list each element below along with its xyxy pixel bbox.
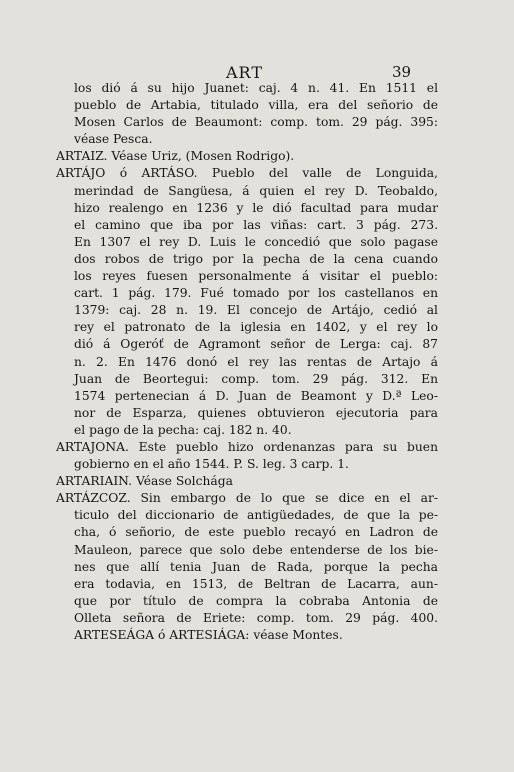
text-line: gobierno en el año 1544. P. S. leg. 3 carp. 1. (74, 457, 349, 472)
page-number: 39 (392, 63, 412, 81)
text-line: véase Pesca. (74, 132, 153, 147)
text-line: 1574 pertenecian á D. Juan de Beamont y D.ª Leo- (74, 388, 438, 403)
text-line: el camino que iba por las viñas: cart. 3 pág. 273. (74, 217, 438, 232)
text-line: nor de Esparza, quienes obtuvieron ejecutoria para (74, 405, 438, 420)
text-line: cha, ó señorio, de este pueblo recayó en Ladron de (74, 525, 438, 540)
text-line: los dió á su hijo Juanet: caj. 4 n. 41. En 1511 el (74, 81, 438, 95)
text-line: cart. 1 pág. 179. Fué tomado por los castellanos en (74, 286, 438, 301)
text-line: Juan de Beortegui: comp. tom. 29 pág. 312. En (74, 371, 438, 386)
text-line: Mosen Carlos de Beaumont: comp. tom. 29 pág. 395: (74, 115, 438, 130)
entry-artariain: ARTARIAIN. Véase Solchága (56, 474, 233, 489)
text-line: rey el patronato de la iglesia en 1402, y el rey lo (74, 320, 438, 335)
body-text (56, 80, 438, 644)
text-line: ticulo del diccionario de antigüedades, de que la pe- (74, 508, 438, 523)
text-line: dos robos de trigo por la pecha de la cena cuando (74, 251, 438, 266)
text-line: dió á Ogeróť de Agramont señor de Lerga: caj. 87 (74, 337, 438, 352)
text-line: los reyes fuesen personalmente á visitar el pueblo: (74, 269, 438, 284)
entry-arteseaga: ARTESEÁGA ó ARTESIÁGA: véase Montes. (74, 628, 343, 642)
text-line: era todavia, en 1513, de Beltran de Lacarra, aun- (74, 576, 438, 591)
text-line: hizo realengo en 1236 y le dió facultad para mudar (74, 200, 438, 215)
entry-artaiz: ARTAIZ. Véase Uriz, (Mosen Rodrigo). (56, 149, 295, 164)
text-line: pueblo de Artabia, titulado villa, era del señorio de (74, 98, 438, 113)
text-line: 1379: caj. 28 n. 19. El concejo de Artájo, cedió al (74, 303, 438, 318)
entry-artazcoz: ARTÁZCOZ. Sin embargo de lo que se dice en el ar- (56, 491, 438, 506)
text-line: que por título de compra la cobraba Antonia de (74, 593, 438, 608)
text-line: el pago de la pecha: caj. 182 n. 40. (74, 422, 292, 437)
text-line: En 1307 el rey D. Luis le concedió que solo pagase (74, 234, 438, 249)
entry-artajo: ARTÁJO ó ARTÁSO. Pueblo del valle de Longuida, (56, 166, 438, 181)
text-line: n. 2. En 1476 donó el rey las rentas de Artajo á (74, 354, 438, 369)
running-header: ART (226, 63, 263, 82)
text-line: merindad de Sangüesa, á quien el rey D. Teobaldo, (74, 183, 438, 198)
entry-artajona: ARTAJONA. Este pueblo hizo ordenanzas para su buen (56, 439, 438, 454)
text-line: Olleta señora de Eriete: comp. tom. 29 pág. 400. (74, 610, 438, 625)
text-line: nes que allí tenia Juan de Rada, porque la pecha (74, 559, 438, 574)
text-line: Mauleon, parece que solo debe entenderse de los bie- (74, 542, 438, 557)
